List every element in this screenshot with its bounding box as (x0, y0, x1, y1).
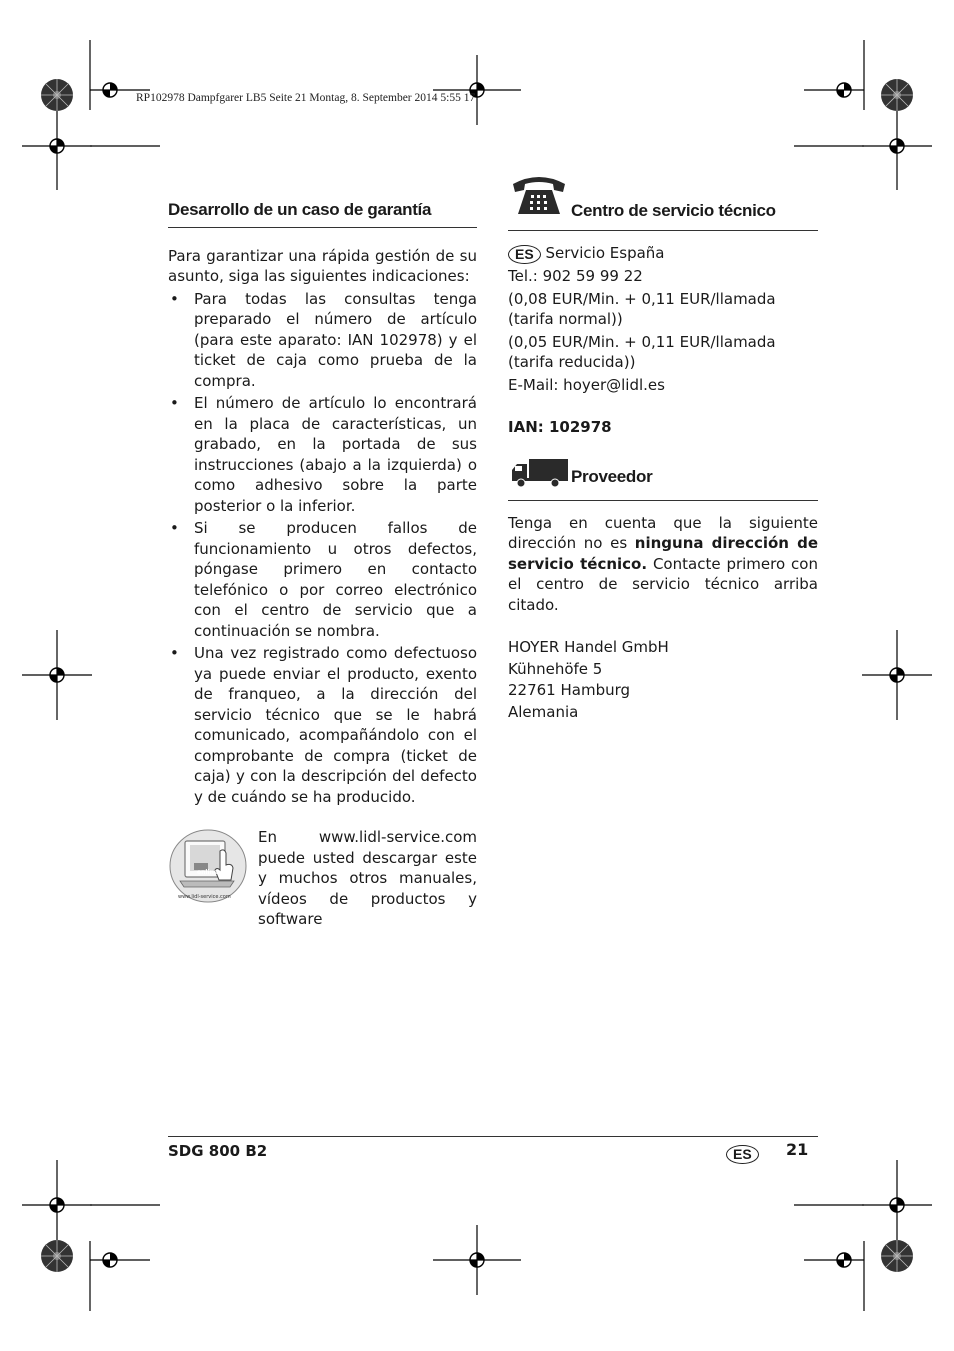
warranty-heading: Desarrollo de un caso de garantía (168, 200, 477, 228)
warranty-section (168, 200, 477, 928)
footer-model: SDG 800 B2 (168, 1142, 268, 1160)
supplier-note-bold: ninguna dirección de servicio técnico. (508, 534, 818, 573)
supplier-heading: Proveedor (571, 466, 653, 486)
warranty-bullet: • Si se producen fallos de funcionamiento u otros defectos, póngase primero en contacto telefónico o por correo electrónico con el centro de servicio que a continuación se nombra. (168, 518, 477, 641)
print-slug-line: RP102978 Dampfgarer LB5 Seite 21 Montag, 8. September 2014 5:55 17 (136, 92, 476, 104)
service-heading-row (508, 174, 818, 231)
service-rate-normal: (0,08 EUR/Min. + 0,11 EUR/llamada (tarifa normal)) (508, 289, 776, 328)
service-details (508, 243, 818, 438)
warranty-bullet: • Para todas las consultas tenga preparado el número de artículo (para este aparato: IAN 102978) y el ticket de caja como prueba de la compra. (168, 289, 477, 392)
page-number: 21 (786, 1140, 809, 1159)
ian-number: IAN: 102978 (508, 418, 612, 436)
online-download-text: En www.lidl-service.com puede usted descargar este y muchos otros manuales, vídeos de productos y software (258, 828, 477, 928)
address-line: Alemania (508, 702, 579, 721)
service-heading: Centro de servicio técnico (571, 201, 776, 220)
address-line: 22761 Hamburg (508, 681, 631, 699)
service-column (508, 174, 818, 722)
truck-icon (511, 458, 569, 488)
service-rate-reduced: (0,05 EUR/Min. + 0,11 EUR/llamada (tarifa reducida)) (508, 332, 776, 371)
telephone-icon (510, 174, 568, 218)
supplier-note-part: Contacte primero con el centro de servicio técnico arriba citado. (508, 554, 818, 614)
footer-language-badge (726, 1143, 759, 1164)
address-line: HOYER Handel GmbH (508, 638, 669, 656)
address-line: Kühnehöfe 5 (508, 659, 603, 678)
online-icon-caption: www.lidl-service.com (178, 894, 231, 900)
warranty-bullet-list (168, 289, 477, 808)
footer-es-badge: ES (726, 1145, 759, 1164)
footer-rule (168, 1136, 818, 1137)
country-badge: ES (508, 245, 541, 264)
warranty-bullet: • El número de artículo lo encontrará en la placa de características, un grabado, en la portada de sus instrucciones (abajo a la izquierda) o como adhesivo sobre la parte posterior o la inferior. (168, 393, 477, 516)
online-download-block (168, 827, 477, 928)
service-phone: Tel.: 902 59 99 22 (508, 267, 643, 285)
service-name: Servicio España (545, 244, 665, 262)
service-email: E-Mail: hoyer@lidl.es (508, 375, 665, 394)
online-icon-label: online (197, 869, 218, 876)
supplier-note (508, 513, 818, 616)
service-line (508, 243, 818, 264)
warranty-intro: Para garantizar una rápida gestión de su asunto, siga las siguientes indicaciones: (168, 246, 477, 285)
warranty-bullet: • Una vez registrado como defectuoso ya puede enviar el producto, exento de franqueo, a la dirección del servicio técnico que se le habrá comunicado, acompañándolo con el comprobante de compra (ticket de caja) y con la descripción del defecto y de cuándo se ha producido. (168, 643, 477, 807)
supplier-address (508, 637, 818, 722)
supplier-note-part: Tenga en cuenta que la siguiente dirección no es (508, 513, 818, 552)
supplier-heading-row (508, 456, 818, 501)
